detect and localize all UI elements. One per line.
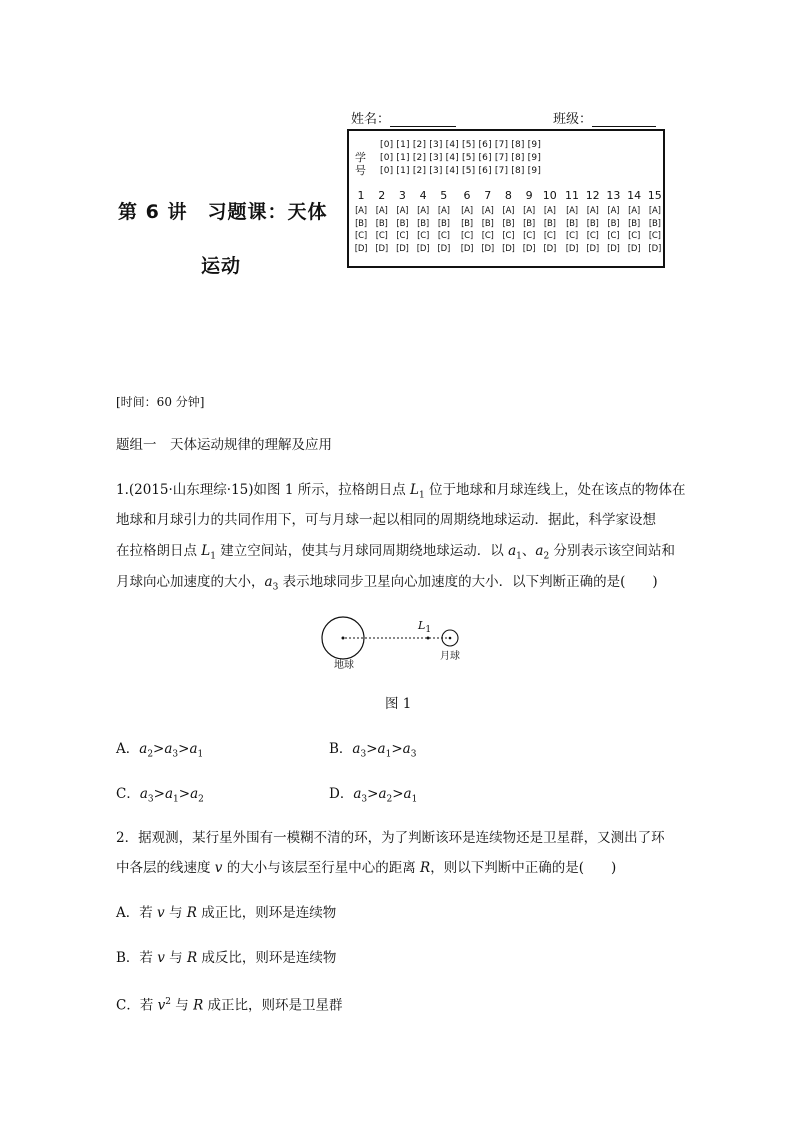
class-field-row [553,108,656,127]
q2-line2: 中各层的线速度 v 的大小与该层至行星中心的距离 R，则以下判断中正确的是( ) [116,860,617,876]
answer-option-cell[interactable]: [D] [416,243,430,254]
student-id-row[interactable]: [0] [1] [2] [3] [4] [5] [6] [7] [8] [9] [380,166,542,176]
q1-option-b[interactable]: B．$a_3>a_1>a_3$ [329,741,417,760]
moon-center [449,637,452,640]
answer-option-cell[interactable]: [D] [586,243,599,254]
answer-option-cell[interactable]: [C] [543,231,556,241]
answer-option-cell[interactable]: [B] [607,218,620,229]
question-number: 11 [565,189,579,202]
group-heading: 题组一 天体运动规律的理解及应用 [116,437,332,453]
answer-option-cell[interactable]: [D] [627,243,641,254]
answer-option-cell[interactable]: [D] [522,243,536,254]
time-limit: [时间：60 分钟] [116,395,205,409]
answer-option-cell[interactable]: [C] [648,231,661,241]
answer-option-cell[interactable]: [A] [566,206,578,216]
student-id-row[interactable]: [0] [1] [2] [3] [4] [5] [6] [7] [8] [9] [380,153,542,163]
answer-option-cell[interactable]: [D] [481,243,494,254]
answer-option-cell[interactable]: [D] [607,243,620,254]
answer-option-cell[interactable]: [B] [648,218,661,229]
question-number: 3 [398,189,406,202]
question-number: 8 [504,189,512,202]
question-number: 7 [484,189,492,202]
answer-option-cell[interactable]: [D] [375,243,388,254]
answer-option-cell[interactable]: [B] [417,218,430,229]
answer-option-cell[interactable]: [A] [417,206,430,216]
q2-option-c[interactable]: C．若 $v^2$ 与 R 成正比，则环是卫星群 [116,997,343,1014]
answer-option-cell[interactable]: [B] [628,218,641,229]
answer-option-cell[interactable]: [C] [586,231,599,241]
lagrange-label: $L_1$ [418,619,432,636]
answer-option-cell[interactable]: [A] [502,206,515,216]
lesson-title-line2: 运动 [201,255,242,277]
answer-option-cell[interactable]: [D] [543,243,557,254]
figure-caption: 图 1 [385,696,412,712]
question-number: 6 [463,189,471,202]
answer-sheet [347,129,665,268]
question-number: 4 [419,189,427,202]
q2-option-b[interactable]: B．若 v 与 R 成反比，则环是连续物 [116,950,337,966]
question-number: 10 [542,189,557,202]
q1-line2: 地球和月球引力的共同作用下，可与月球一起以相同的周期绕地球运动．据此，科学家设想 [116,512,656,528]
student-id-row[interactable]: [0] [1] [2] [3] [4] [5] [6] [7] [8] [9] [380,140,542,150]
answer-option-cell[interactable]: [A] [628,206,641,216]
answer-option-cell[interactable]: [A] [607,206,620,216]
answer-option-cell[interactable]: [B] [437,218,450,229]
question-number: 5 [440,189,448,202]
q2-option-a[interactable]: A．若 v 与 R 成正比，则环是连续物 [116,905,337,921]
answer-option-cell[interactable]: [D] [396,243,409,254]
q1-line4: 月球向心加速度的大小，$a_3$ 表示地球同步卫星向心加速度的大小．以下判断正确的是( ) [116,574,658,593]
answer-option-cell[interactable]: [C] [437,231,450,241]
answer-grid [349,189,663,265]
answer-option-cell[interactable]: [B] [502,218,515,229]
q1-line3: 在拉格朗日点 $L_1$ 建立空间站，使其与月球同周期绕地球运动．以 $a_1$、$a_2$ 分别表示该空间站和 [116,543,675,562]
class-label: 班级： [553,112,593,127]
lesson-title-line1: 第 6 讲 习题课：天体 [118,201,328,223]
q1-line1: 1.(2015·山东理综·15)如图 1 所示，拉格朗日点 $L_1$ 位于地球和月球连线上，处在该点的物体在 [116,482,686,501]
figure-1 [316,612,476,672]
question-number: 2 [378,189,386,202]
answer-option-cell[interactable]: [B] [355,218,367,229]
answer-option-cell[interactable]: [D] [648,243,662,254]
question-number: 9 [525,189,533,202]
answer-option-cell[interactable]: [A] [437,206,450,216]
q1-option-c[interactable]: C．$a_3>a_1>a_2$ [116,786,204,805]
answer-option-cell[interactable]: [D] [354,243,368,254]
answer-option-cell[interactable]: [C] [355,231,367,241]
moon-label: 月球 [440,651,460,662]
answer-option-cell[interactable]: [D] [437,243,451,254]
answer-option-cell[interactable]: [C] [396,231,409,241]
answer-option-cell[interactable]: [C] [502,231,515,241]
answer-option-cell[interactable]: [C] [566,231,578,241]
student-id-label: 学号 [355,151,366,177]
name-field-row [351,108,456,127]
answer-option-cell[interactable]: [D] [565,243,579,254]
answer-option-cell[interactable]: [B] [566,218,578,229]
earth-label: 地球 [334,660,354,671]
q1-option-a[interactable]: A．$a_2>a_3>a_1$ [116,741,204,760]
answer-option-cell[interactable]: [A] [586,206,599,216]
question-number: 14 [627,189,642,202]
q1-option-d[interactable]: D．$a_3>a_2>a_1$ [329,786,418,805]
answer-option-cell[interactable]: [B] [543,218,556,229]
answer-option-cell[interactable]: [A] [523,206,536,216]
answer-option-cell[interactable]: [A] [355,206,367,216]
answer-option-cell[interactable]: [A] [543,206,556,216]
class-blank[interactable] [592,112,656,127]
answer-option-cell[interactable]: [A] [461,206,473,216]
answer-option-cell[interactable]: [B] [396,218,409,229]
answer-option-cell[interactable]: [C] [417,231,430,241]
answer-option-cell[interactable]: [D] [502,243,515,254]
answer-option-cell[interactable]: [A] [648,206,661,216]
question-number: 15 [647,189,662,202]
q2-line1: 2．据观测，某行星外围有一模糊不清的环，为了判断该环是连续物还是卫星群，又测出了环 [116,830,665,846]
answer-option-cell[interactable]: [B] [461,218,473,229]
answer-option-cell[interactable]: [A] [481,206,494,216]
name-blank[interactable] [390,112,456,127]
answer-option-cell[interactable]: [B] [375,218,388,229]
answer-option-cell[interactable]: [A] [396,206,409,216]
lagrange-point [427,637,430,640]
question-number: 13 [606,189,621,202]
answer-option-cell[interactable]: [C] [607,231,620,241]
answer-option-cell[interactable]: [C] [375,231,388,241]
answer-option-cell[interactable]: [C] [523,231,536,241]
answer-option-cell[interactable]: [C] [461,231,473,241]
answer-option-cell[interactable]: [B] [481,218,494,229]
answer-option-cell[interactable]: [B] [523,218,536,229]
answer-option-cell[interactable]: [B] [586,218,599,229]
answer-option-cell[interactable]: [D] [460,243,474,254]
earth-center [342,637,345,640]
answer-option-cell[interactable]: [A] [375,206,388,216]
question-number: 1 [357,189,365,202]
answer-option-cell[interactable]: [C] [481,231,494,241]
answer-option-cell[interactable]: [C] [628,231,641,241]
name-label: 姓名： [351,112,391,127]
question-number: 12 [585,189,600,202]
